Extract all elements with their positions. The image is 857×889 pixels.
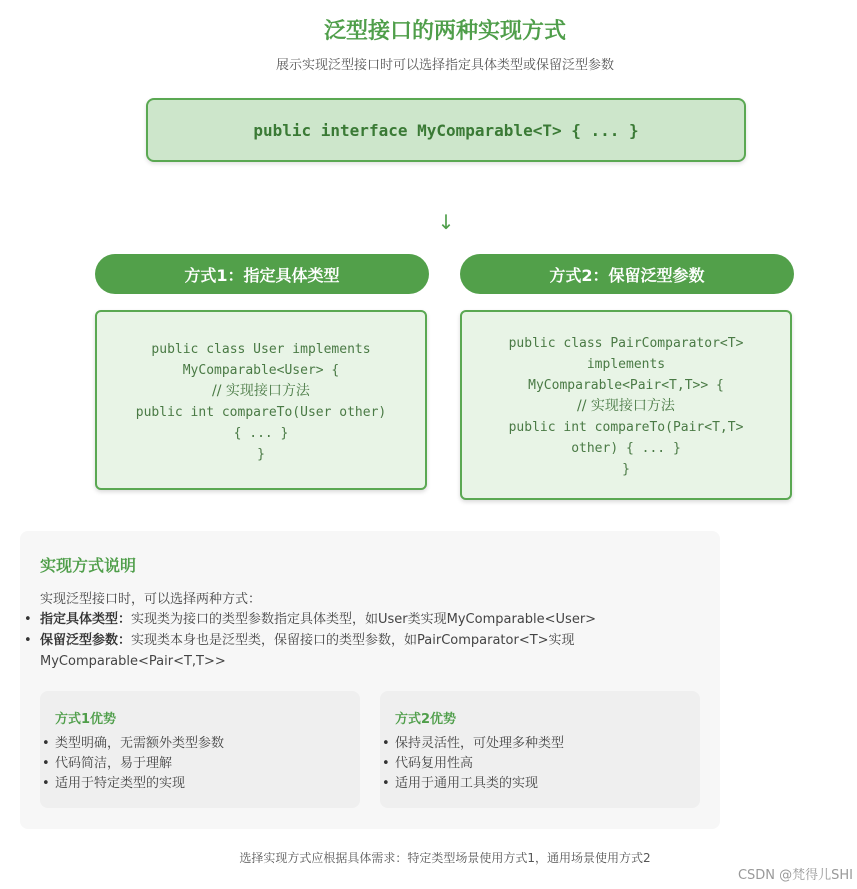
list-item-text: 实现类为接口的类型参数指定具体类型，如User类实现MyComparable<User>: [131, 612, 597, 627]
code-comment: // 实现接口方法: [577, 398, 675, 414]
list-item: • 类型明确，无需额外类型参数: [55, 734, 224, 754]
watermark: CSDN @梵得儿SHI: [737, 868, 853, 883]
code-line: MyComparable<Pair<T,T>> {: [528, 378, 724, 393]
explanation-panel: [20, 531, 720, 829]
list-item: • 代码复用性高: [395, 754, 564, 774]
list-item: • 适用于特定类型的实现: [55, 774, 224, 794]
method-2-header: 方式2：保留泛型参数: [460, 254, 794, 294]
code-comment: // 实现接口方法: [212, 383, 310, 399]
method-1-code-box: [95, 310, 427, 490]
explanation-heading: 实现方式说明: [40, 556, 137, 575]
list-item: [40, 630, 640, 672]
code-line: { ... }: [233, 426, 289, 441]
code-line: public class User implements: [151, 342, 371, 357]
advantages-title: 方式2优势: [395, 712, 457, 727]
code-line: other) { ... }: [571, 441, 681, 456]
list-item: [40, 609, 640, 630]
explanation-intro: 实现泛型接口时，可以选择两种方式：: [40, 592, 262, 607]
page-subtitle: 展示实现泛型接口时可以选择指定具体类型或保留泛型参数: [275, 58, 614, 73]
code-line: MyComparable<User> {: [182, 363, 340, 378]
code-line: }: [622, 462, 630, 477]
footer-note: 选择实现方式应根据具体需求：特定类型场景使用方式1，通用场景使用方式2: [239, 851, 651, 865]
explanation-list: [40, 609, 640, 672]
advantages-title: 方式1优势: [55, 712, 117, 727]
method-1-header: 方式1：指定具体类型: [95, 254, 429, 294]
list-item: • 适用于通用工具类的实现: [395, 774, 564, 794]
code-line: }: [257, 447, 265, 462]
method-2-advantages-card: [380, 691, 700, 808]
interface-code-box: [146, 98, 746, 162]
code-line: public int compareTo(Pair<T,T>: [508, 420, 744, 435]
list-item-term: 保留泛型参数：: [40, 633, 132, 648]
list-item: • 保持灵活性，可处理多种类型: [395, 734, 564, 754]
interface-code: public interface MyComparable<T> { ... }: [253, 120, 639, 140]
down-arrow-icon: ↓: [437, 210, 455, 234]
code-line: implements: [586, 357, 666, 372]
list-item-term: 指定具体类型：: [40, 612, 132, 627]
method-2-code-box: [460, 310, 792, 500]
advantages-list: [55, 734, 224, 794]
list-item: • 代码简洁，易于理解: [55, 754, 224, 774]
page-title: 泛型接口的两种实现方式: [323, 19, 566, 44]
code-line: public int compareTo(User other): [135, 405, 387, 420]
method-1-advantages-card: [40, 691, 360, 808]
advantages-list: [395, 734, 564, 794]
list-item-text: 实现类本身也是泛型类，保留接口的类型参数，如PairComparator<T>实现MyComparable<Pair<T,T>>: [40, 633, 575, 669]
code-line: public class PairComparator<T>: [508, 336, 744, 351]
